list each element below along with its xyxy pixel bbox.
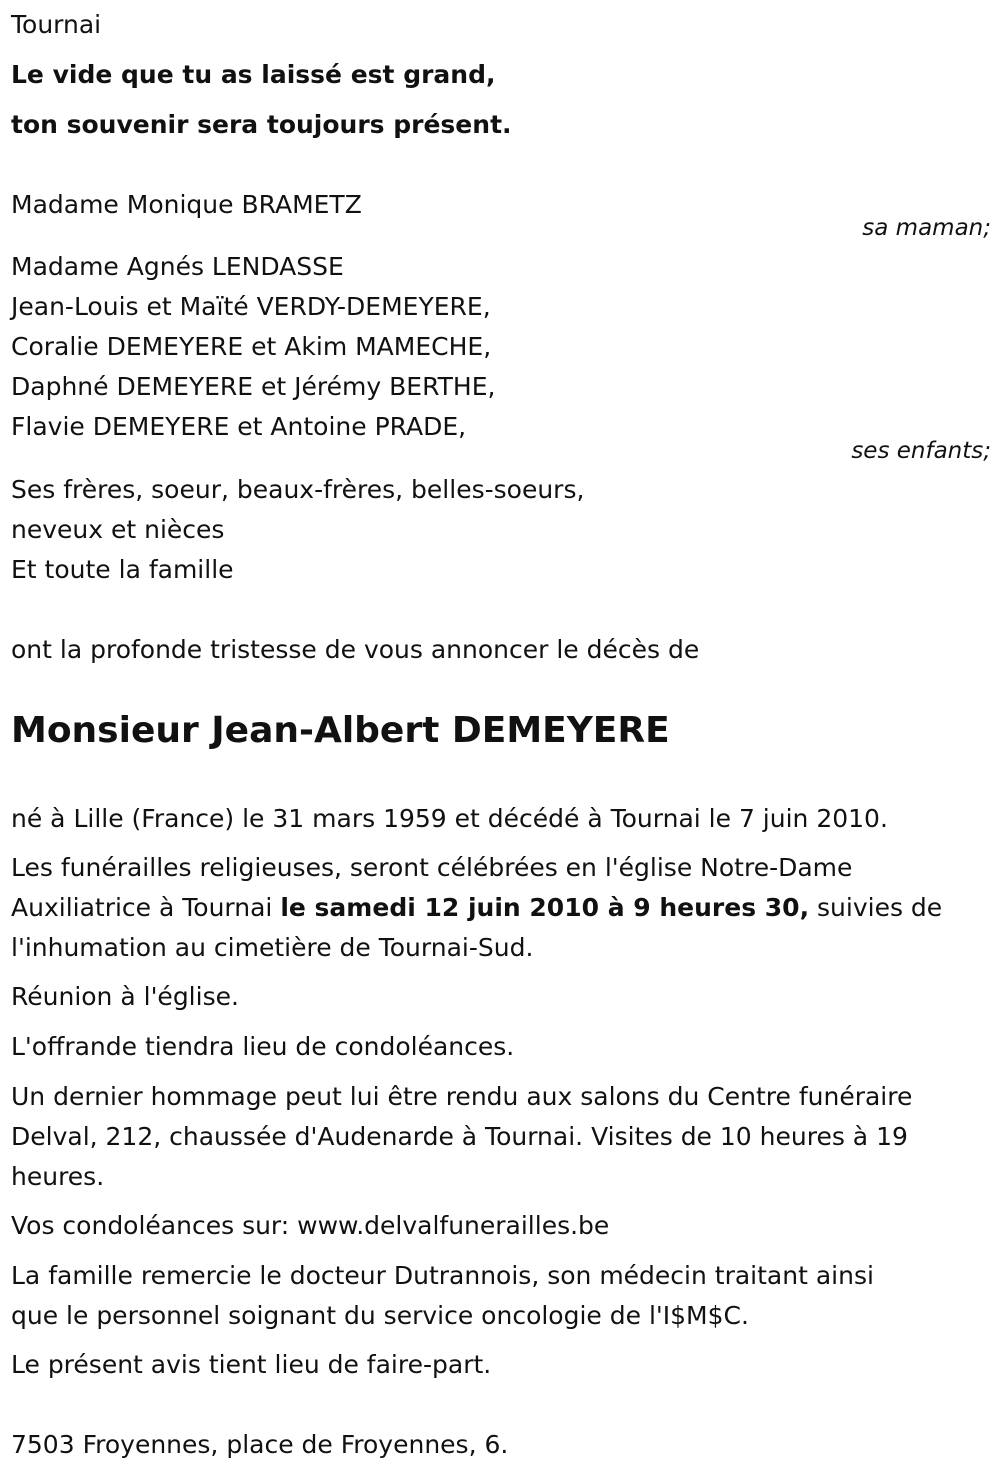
thanks-line: La famille remercie le docteur Dutrannois, son médecin traitant ainsi	[11, 1261, 874, 1290]
funeral-date-time: le samedi 12 juin 2010 à 9 heures 30,	[280, 893, 810, 922]
mother-name: Madame Monique BRAMETZ	[11, 190, 362, 219]
deceased-name: Monsieur Jean-Albert DEMEYERE	[11, 710, 670, 751]
child-name: Madame Agnés LENDASSE	[11, 252, 344, 281]
address: 7503 Froyennes, place de Froyennes, 6.	[11, 1430, 509, 1459]
birth-death: né à Lille (France) le 31 mars 1959 et décédé à Tournai le 7 juin 2010.	[11, 804, 888, 833]
tribute-line: Un dernier hommage peut lui être rendu aux salons du Centre funéraire	[11, 1082, 913, 1111]
mother-relation: sa maman;	[862, 215, 991, 241]
offering: L'offrande tiendra lieu de condoléances.	[11, 1032, 515, 1061]
child-name: Flavie DEMEYERE et Antoine PRADE,	[11, 412, 467, 441]
funeral-line-2-start: Auxiliatrice à Tournai	[11, 893, 281, 922]
notice: Le présent avis tient lieu de faire-part.	[11, 1350, 492, 1379]
announcement: ont la profonde tristesse de vous annoncer le décès de	[11, 635, 700, 664]
reunion: Réunion à l'église.	[11, 982, 239, 1011]
child-name: Coralie DEMEYERE et Akim MAMECHE,	[11, 332, 492, 361]
funeral-line-2	[11, 888, 942, 928]
relatives-line: Et toute la famille	[11, 555, 234, 584]
relatives-line: neveux et nièces	[11, 515, 225, 544]
thanks-line: que le personnel soignant du service oncologie de l'I$M$C.	[11, 1301, 749, 1330]
child-name: Jean-Louis et Maïté VERDY-DEMEYERE,	[11, 292, 491, 321]
condolences: Vos condoléances sur: www.delvalfunerailles.be	[11, 1211, 610, 1240]
child-name: Daphné DEMEYERE et Jérémy BERTHE,	[11, 372, 496, 401]
children-relation: ses enfants;	[851, 438, 991, 464]
epigraph-line-1: Le vide que tu as laissé est grand,	[11, 60, 496, 89]
tribute-line: heures.	[11, 1162, 105, 1191]
relatives-line: Ses frères, soeur, beaux-frères, belles-soeurs,	[11, 475, 585, 504]
epigraph-line-2: ton souvenir sera toujours présent.	[11, 110, 512, 139]
tribute-line: Delval, 212, chaussée d'Audenarde à Tournai. Visites de 10 heures à 19	[11, 1122, 908, 1151]
funeral-line-2-end: suivies de	[809, 893, 943, 922]
funeral-line-1: Les funérailles religieuses, seront célébrées en l'église Notre-Dame	[11, 853, 853, 882]
location: Tournai	[11, 10, 102, 39]
funeral-line-3: l'inhumation au cimetière de Tournai-Sud.	[11, 933, 534, 962]
